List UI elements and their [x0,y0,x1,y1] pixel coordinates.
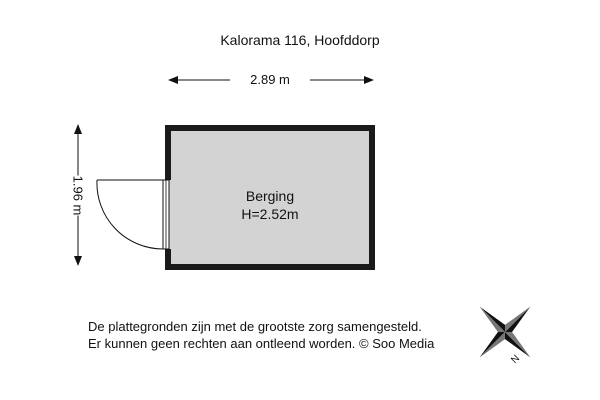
address-title: Kalorama 116, Hoofddorp [220,32,380,48]
compass-north-label: N [509,353,523,366]
door-frame [163,180,169,249]
door-swing [97,180,163,249]
disclaimer [88,318,434,352]
room-height: H=2.52m [241,206,299,222]
disclaimer-line-2: Er kunnen geen rechten aan ontleend worden. © Soo Media [88,336,435,351]
width-label: 2.89 m [230,72,310,87]
disclaimer-line-1: De plattegronden zijn met de grootste zorg samengesteld. [88,319,422,334]
compass-rose [454,281,556,383]
room-name: Berging [245,188,295,204]
depth-label: 1.96 m [70,175,86,216]
